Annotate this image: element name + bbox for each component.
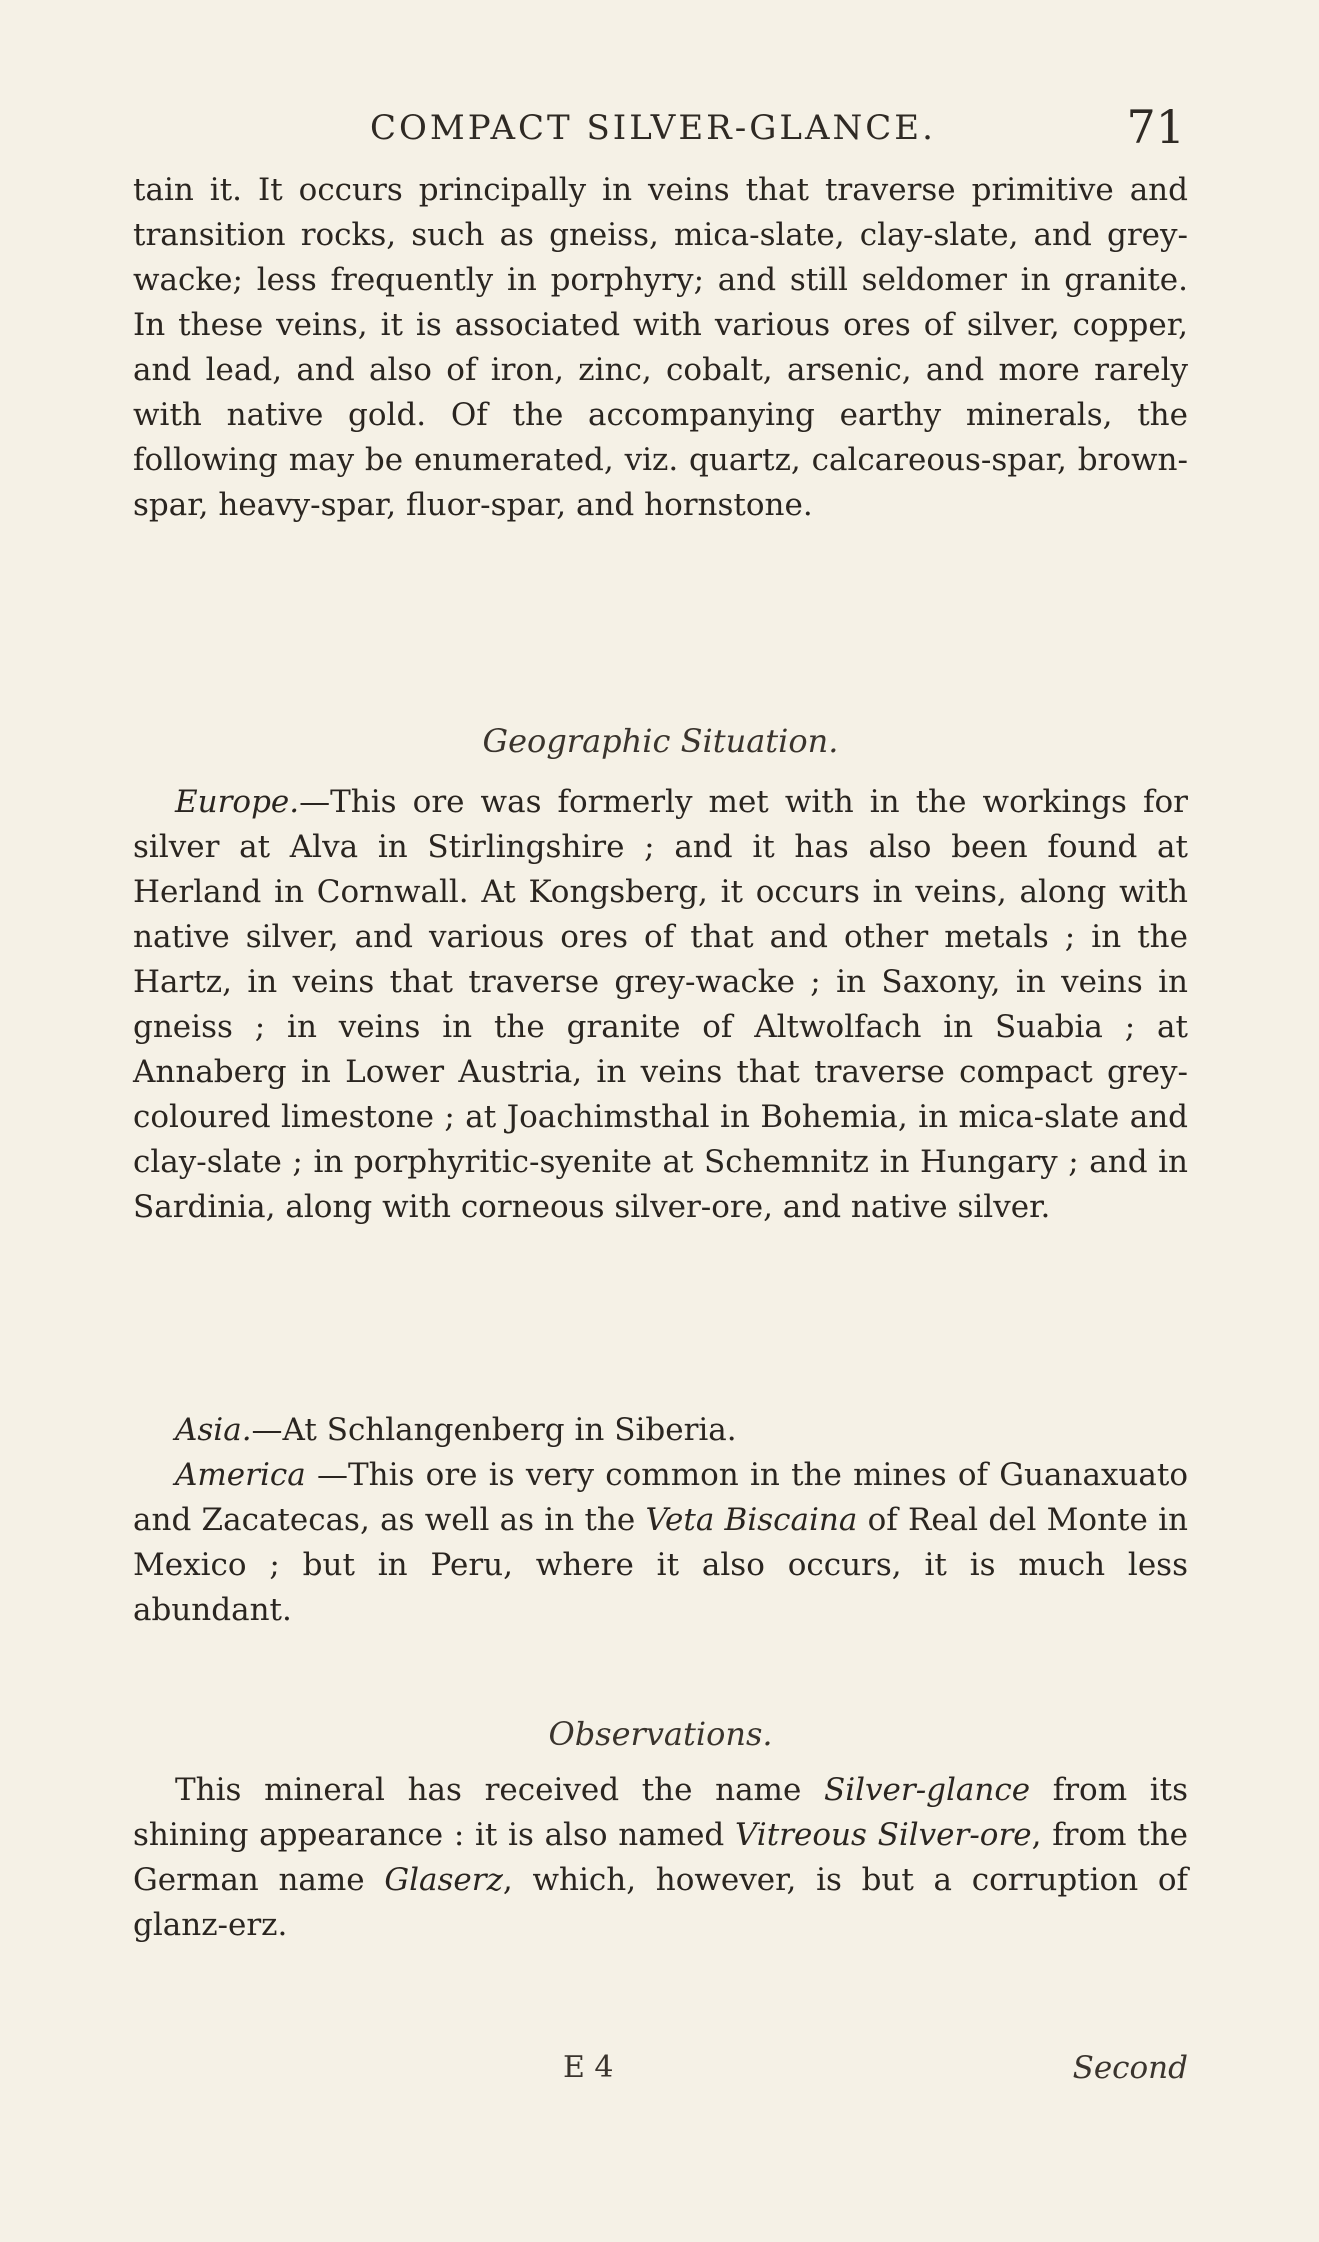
asia-paragraph [133,1408,1188,1453]
veta-biscaina: Veta Biscaina [645,1502,858,1538]
europe-text: —This ore was formerly met with in the workings for silver at Alva in Stirlingshire ; and it has also been found at Herland in Cornwall. At Kongsberg, it occurs in veins, along with native silver, and various ores of that and other metals ; in the Hartz, in veins that traverse grey-wacke ; in Saxony, in veins in gneiss ; in veins in the granite of Altwolfach in Suabia ; at Annaberg in Lower Austria, in veins that traverse compact grey-coloured limestone ; at Joachimsthal in Bohemia, in mica-slate and clay-slate ; in porphyritic-syenite at Schemnitz in Hungary ; and in Sardinia, along with corneous silver-ore, and native silver. [133,784,1188,1225]
obs-text-4: , which, however, is but a corruption of glanz-erz. [133,1862,1189,1943]
europe-paragraph [133,780,1188,1230]
intro-text: tain it. It occurs principally in veins that traverse primitive and transition rocks, such as gneiss, mica-slate, clay-slate, and grey-wacke; less frequently in porphyry; and still seldomer in granite. In these veins, it is associated with various ores of silver, copper, and lead, and also of iron, zinc, cobalt, arsenic, and more rarely with native gold. Of the accompanying earthy minerals, the following may be enumerated, viz. quartz, calcareous-spar, brown-spar, heavy-spar, fluor-spar, and hornstone. [133,172,1188,523]
america-paragraph [133,1453,1188,1633]
asia-label: Asia. [175,1412,252,1448]
america-label: America [175,1457,306,1493]
signature-mark: E 4 [563,2050,614,2085]
geographic-heading: Geographic Situation. [482,722,839,760]
running-title: COMPACT SILVER-GLANCE. [370,108,936,148]
europe-label: Europe. [175,784,300,820]
page-footer [133,2050,1188,2094]
obs-text-1: This mineral has received the name [175,1772,824,1808]
intro-paragraph [133,168,1188,528]
page-number: 71 [1126,100,1185,154]
obs-name-silver-glance: Silver-glance [823,1772,1031,1808]
obs-text-2: from its shining appearance : it is also named [133,1772,1189,1853]
obs-name-vitreous: Vitreous Silver-ore [734,1817,1032,1853]
america-text-1: —This ore is very common in the mines of Guanaxuato and Zacatecas, as well as in the [133,1457,1188,1538]
asia-text: —At Schlangenberg in Siberia. [251,1412,737,1448]
running-head [140,100,1185,160]
catchword: Second [1072,2050,1188,2086]
america-text-2: of Real del Monte in Mexico ; but in Peru, where it also occurs, it is much less abundant. [133,1502,1188,1628]
observations-paragraph [133,1768,1188,1948]
observations-heading: Observations. [548,1715,773,1753]
obs-name-glaserz: Glaserz [384,1862,503,1898]
obs-text-3: , from the German name [133,1817,1189,1898]
